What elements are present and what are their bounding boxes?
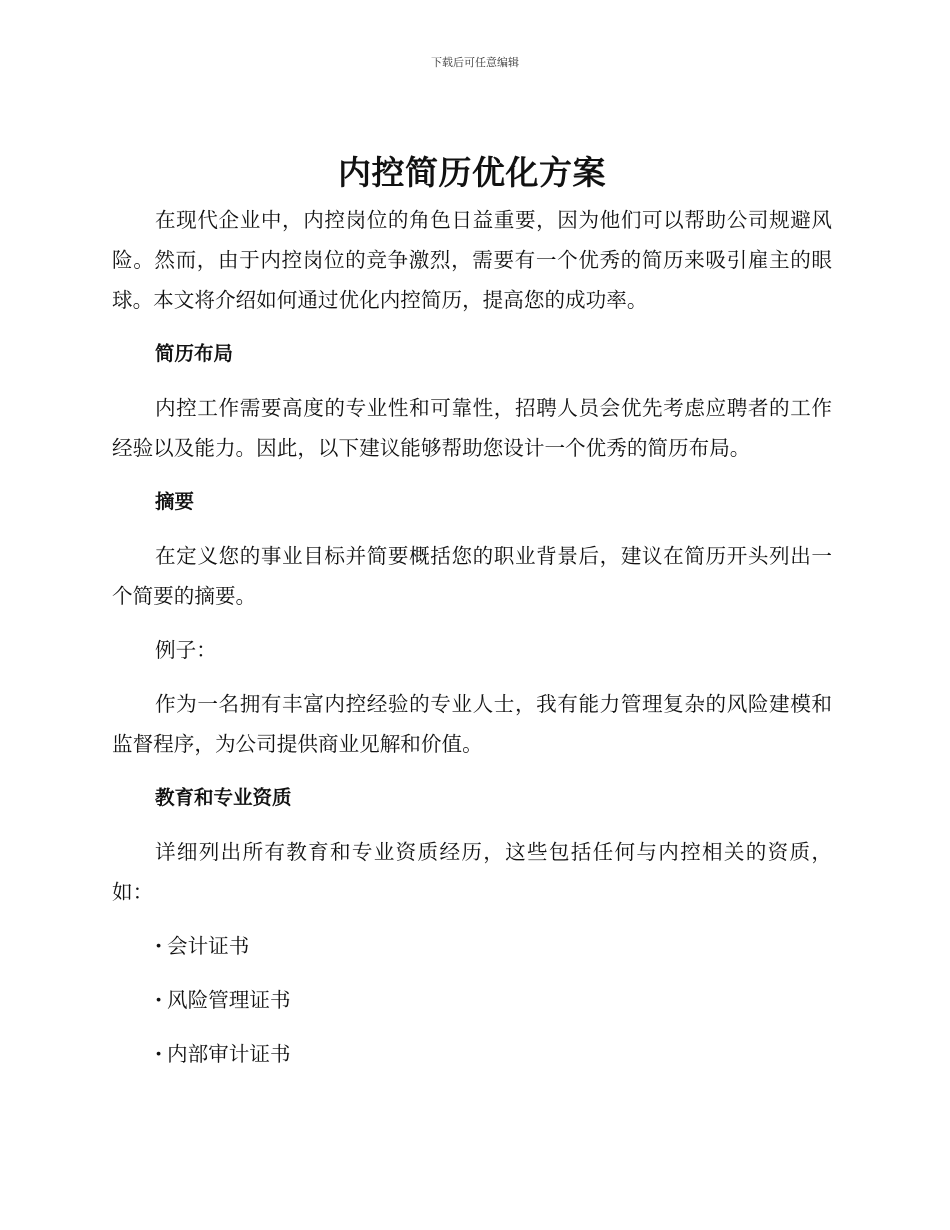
layout-paragraph: 内控工作需要高度的专业性和可靠性，招聘人员会优先考虑应聘者的工作经验以及能力。因此，以下建议能够帮助您设计一个优秀的简历布局。: [112, 396, 832, 460]
bullet-dot: ·: [155, 988, 163, 1012]
list-item-text: 会计证书: [167, 934, 250, 958]
example-label: 例子：: [155, 638, 217, 662]
section-heading-education: 教育和专业资质: [155, 786, 292, 809]
page-header-note: 下载后可任意编辑: [431, 56, 519, 69]
document-title: 内控简历优化方案: [338, 153, 606, 192]
list-item-text: 风险管理证书: [167, 988, 291, 1012]
list-item: [112, 1034, 832, 1074]
bullet-dot: ·: [155, 934, 163, 958]
list-item: [112, 980, 832, 1020]
bullet-dot: ·: [155, 1042, 163, 1066]
summary-paragraph: 在定义您的事业目标并简要概括您的职业背景后，建议在简历开头列出一个简要的摘要。: [112, 544, 832, 608]
example-paragraph: 作为一名拥有丰富内控经验的专业人士，我有能力管理复杂的风险建模和监督程序，为公司提供商业见解和价值。: [112, 692, 832, 756]
section-heading-summary: 摘要: [155, 490, 195, 513]
list-item: [112, 926, 832, 966]
document-body: [112, 150, 832, 1074]
education-paragraph: 详细列出所有教育和专业资质经历，这些包括任何与内控相关的资质，如：: [112, 840, 832, 904]
section-heading-layout: 简历布局: [155, 342, 234, 365]
intro-paragraph: 在现代企业中，内控岗位的角色日益重要，因为他们可以帮助公司规避风险。然而，由于内控岗位的竞争激烈，需要有一个优秀的简历来吸引雇主的眼球。本文将介绍如何通过优化内控简历，提高您的成功率。: [112, 208, 832, 312]
list-item-text: 内部审计证书: [167, 1042, 291, 1066]
